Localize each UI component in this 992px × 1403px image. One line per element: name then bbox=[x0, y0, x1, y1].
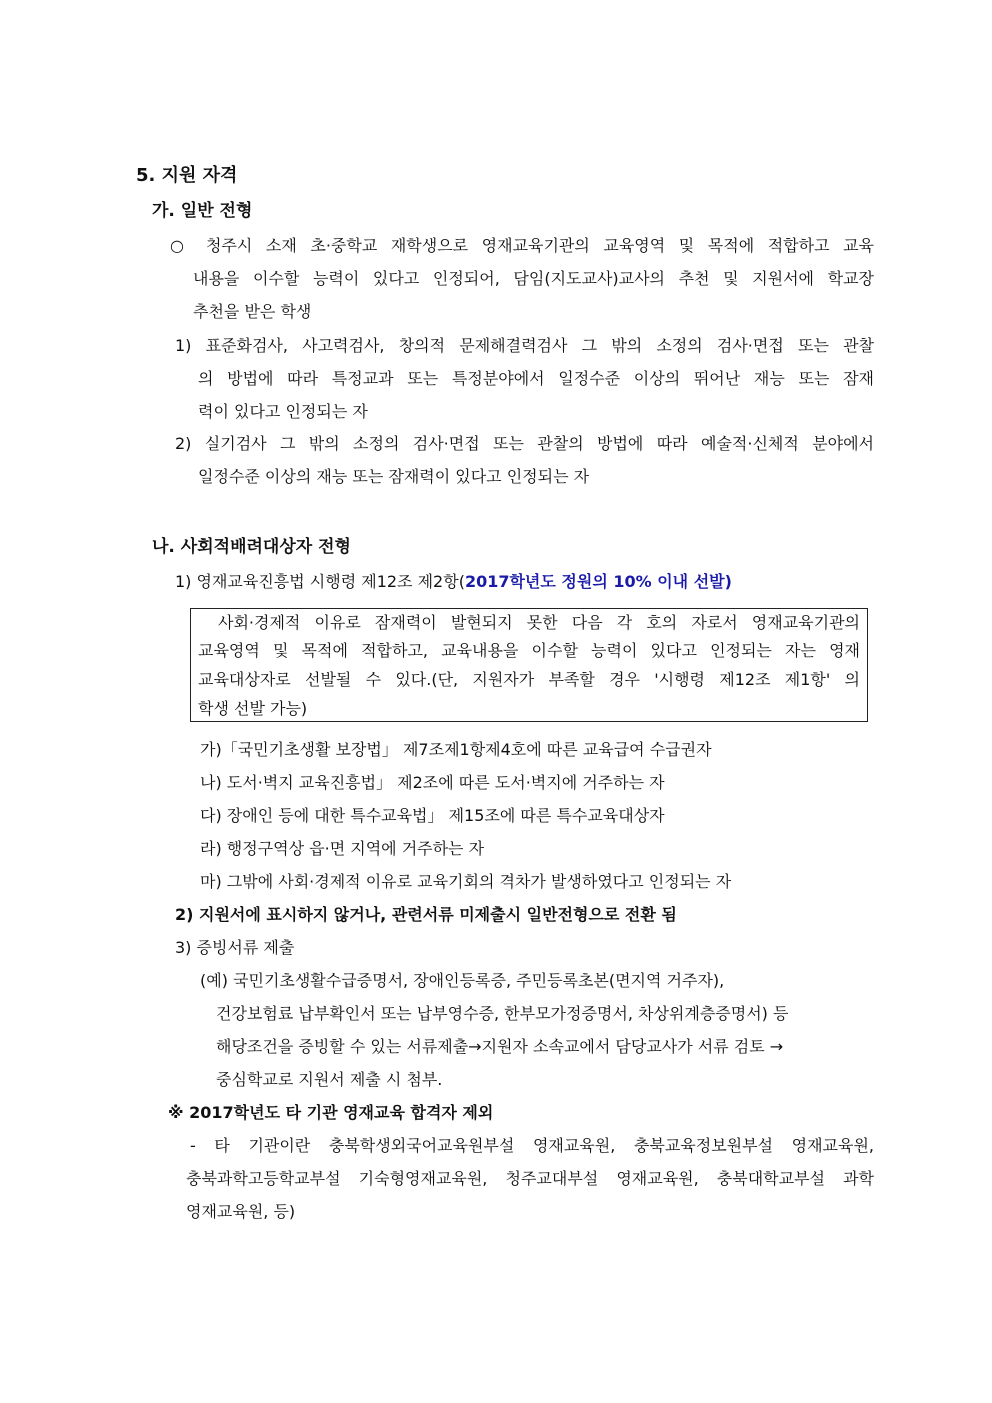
general-intro-line: 내용을 이수할 능력이 있다고 인정되어, 담임(지도교사)교사의 추천 및 지원서에 학교장 bbox=[193, 269, 874, 288]
section-title: 5. 지원 자격 bbox=[136, 165, 238, 186]
note-line: 충북과학고등학교부설 기숙형영재교육원, 청주교대부설 영재교육원, 충북대학교부설 과학 bbox=[186, 1169, 874, 1188]
note-line: 영재교육원, 등) bbox=[186, 1202, 296, 1221]
social-subitem: 다) 장애인 등에 대한 특수교육법」 제15조에 따른 특수교육대상자 bbox=[200, 806, 665, 825]
regulation-box-line: 사회·경제적 이유로 잠재력이 발현되지 못한 다음 각 호의 자로서 영재교육기관의 bbox=[218, 613, 860, 632]
social-item2: 2) 지원서에 표시하지 않거나, 관련서류 미제출시 일반전형으로 전환 됨 bbox=[175, 905, 677, 924]
social-subitem: 나) 도서·벽지 교육진흥법」 제2조에 따른 도서·벽지에 거주하는 자 bbox=[200, 773, 665, 792]
social-item1 bbox=[175, 570, 732, 594]
general-intro-line: 추천을 받은 학생 bbox=[193, 302, 312, 321]
example-line: 건강보험료 납부확인서 또는 납부영수증, 한부모가정증명서, 차상위계층증명서) 등 bbox=[216, 1004, 789, 1023]
example-line: 해당조건을 증빙할 수 있는 서류제출→지원자 소속교에서 담당교사가 서류 검토 → bbox=[216, 1037, 784, 1056]
general-item1-line: 의 방법에 따라 특정교과 또는 특정분야에서 일정수준 이상의 뛰어난 재능 또는 잠재 bbox=[198, 369, 874, 388]
general-item1-line: 1) 표준화검사, 사고력검사, 창의적 문제해결력검사 그 밖의 소정의 검사·면접 또는 관찰 bbox=[175, 336, 874, 355]
social-subitem: 가)「국민기초생활 보장법」 제7조제1항제4호에 따른 교육급여 수급권자 bbox=[200, 740, 712, 759]
note-line: - 타 기관이란 충북학생외국어교육원부설 영재교육원, 충북교육정보원부설 영재교육원, bbox=[190, 1136, 874, 1155]
social-item3: 3) 증빙서류 제출 bbox=[175, 938, 295, 957]
example-line: 중심학교로 지원서 제출 시 첨부. bbox=[216, 1070, 443, 1089]
general-item2-line: 일정수준 이상의 재능 또는 잠재력이 있다고 인정되는 자 bbox=[198, 467, 590, 486]
general-heading: 가. 일반 전형 bbox=[152, 201, 253, 221]
social-heading: 나. 사회적배려대상자 전형 bbox=[152, 537, 351, 557]
social-item1-suffix: ) bbox=[724, 572, 732, 591]
regulation-box-line: 학생 선발 가능) bbox=[198, 699, 308, 718]
social-item1-highlight: 2017학년도 정원의 10% 이내 선발 bbox=[464, 572, 725, 591]
social-item1-prefix: 1) 영재교육진흥법 시행령 제12조 제2항( bbox=[175, 572, 465, 591]
social-subitem: 라) 행정구역상 읍·면 지역에 거주하는 자 bbox=[200, 839, 485, 858]
general-item1-line: 력이 있다고 인정되는 자 bbox=[198, 402, 368, 421]
general-item2-line: 2) 실기검사 그 밖의 소정의 검사·면접 또는 관찰의 방법에 따라 예술적·신체적 분야에서 bbox=[175, 434, 874, 453]
general-intro-line: ○ 청주시 소재 초·중학교 재학생으로 영재교육기관의 교육영역 및 목적에 적합하고 교육 bbox=[170, 236, 874, 255]
social-subitem: 마) 그밖에 사회·경제적 이유로 교육기회의 격차가 발생하였다고 인정되는 자 bbox=[200, 872, 732, 891]
note-title: ※ 2017학년도 타 기관 영재교육 합격자 제외 bbox=[168, 1103, 494, 1122]
example-line: (예) 국민기초생활수급증명서, 장애인등록증, 주민등록초본(면지역 거주자), bbox=[200, 971, 725, 990]
regulation-box-line: 교육대상자로 선발될 수 있다.(단, 지원자가 부족할 경우 '시행령 제12조 제1항' 의 bbox=[198, 670, 860, 689]
regulation-box-line: 교육영역 및 목적에 적합하고, 교육내용을 이수할 능력이 있다고 인정되는 자는 영재 bbox=[198, 641, 860, 660]
